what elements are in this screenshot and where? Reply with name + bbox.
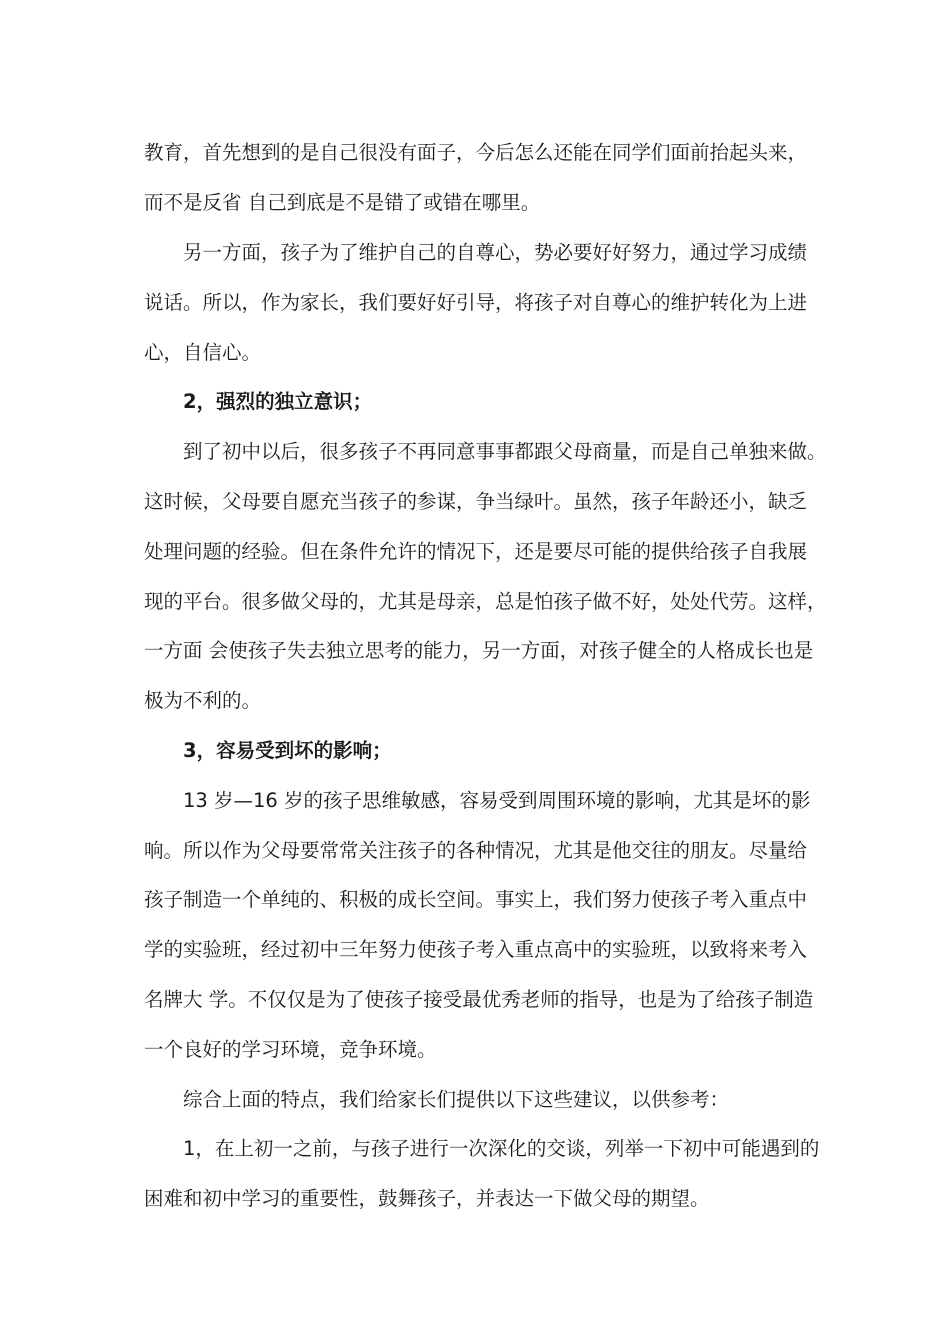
text-line: 极为不利的。 [144, 689, 262, 712]
text-line: 学的实验班，经过初中三年努力使孩子考入重点高中的实验班，以致将来考入 [144, 938, 808, 961]
section-heading: 2，强烈的独立意识； [183, 390, 373, 413]
paragraph-start: 1，在上初一之前，与孩子进行一次深化的交谈，列举一下初中可能遇到的 [183, 1137, 820, 1160]
text-line: 响。所以作为父母要常常关注孩子的各种情况，尤其是他交往的朋友。尽量给 [144, 839, 808, 862]
text-line: 名牌大 学。不仅仅是为了使孩子接受最优秀老师的指导，也是为了给孩子制造 [144, 988, 814, 1011]
text-line: 孩子制造一个单纯的、积极的成长空间。事实上，我们努力使孩子考入重点中 [144, 888, 808, 911]
text-line: 一方面 会使孩子失去独立思考的能力，另一方面，对孩子健全的人格成长也是 [144, 639, 814, 662]
section-heading: 3，容易受到坏的影响； [183, 739, 392, 762]
paragraph-start: 另一方面，孩子为了维护自己的自尊心，势必要好好努力，通过学习成绩 [183, 241, 808, 264]
text-line: 困难和初中学习的重要性，鼓舞孩子，并表达一下做父母的期望。 [144, 1187, 710, 1210]
text-line: 一个良好的学习环境，竞争环境。 [144, 1038, 437, 1061]
text-line: 处理问题的经验。但在条件允许的情况下，还是要尽可能的提供给孩子自我展 [144, 540, 808, 563]
paragraph-start: 到了初中以后，很多孩子不再同意事事都跟父母商量，而是自己单独来做。 [183, 440, 827, 463]
text-line: 教育，首先想到的是自己很没有面子，今后怎么还能在同学们面前抬起头来， [144, 141, 808, 164]
paragraph-start: 综合上面的特点，我们给家长们提供以下这些建议，以供参考： [183, 1088, 730, 1111]
text-line: 现的平台。很多做父母的，尤其是母亲，总是怕孩子做不好，处处代劳。这样， [144, 590, 827, 613]
text-line: 心，自信心。 [144, 341, 262, 364]
text-line: 说话。所以，作为家长，我们要好好引导，将孩子对自尊心的维护转化为上进 [144, 291, 808, 314]
paragraph-start: 13 岁—16 岁的孩子思维敏感，容易受到周围环境的影响，尤其是坏的影 [183, 789, 811, 812]
text-line: 而不是反省 自己到底是不是错了或错在哪里。 [144, 191, 541, 214]
text-line: 这时候，父母要自愿充当孩子的参谋，争当绿叶。虽然，孩子年龄还小，缺乏 [144, 490, 808, 513]
